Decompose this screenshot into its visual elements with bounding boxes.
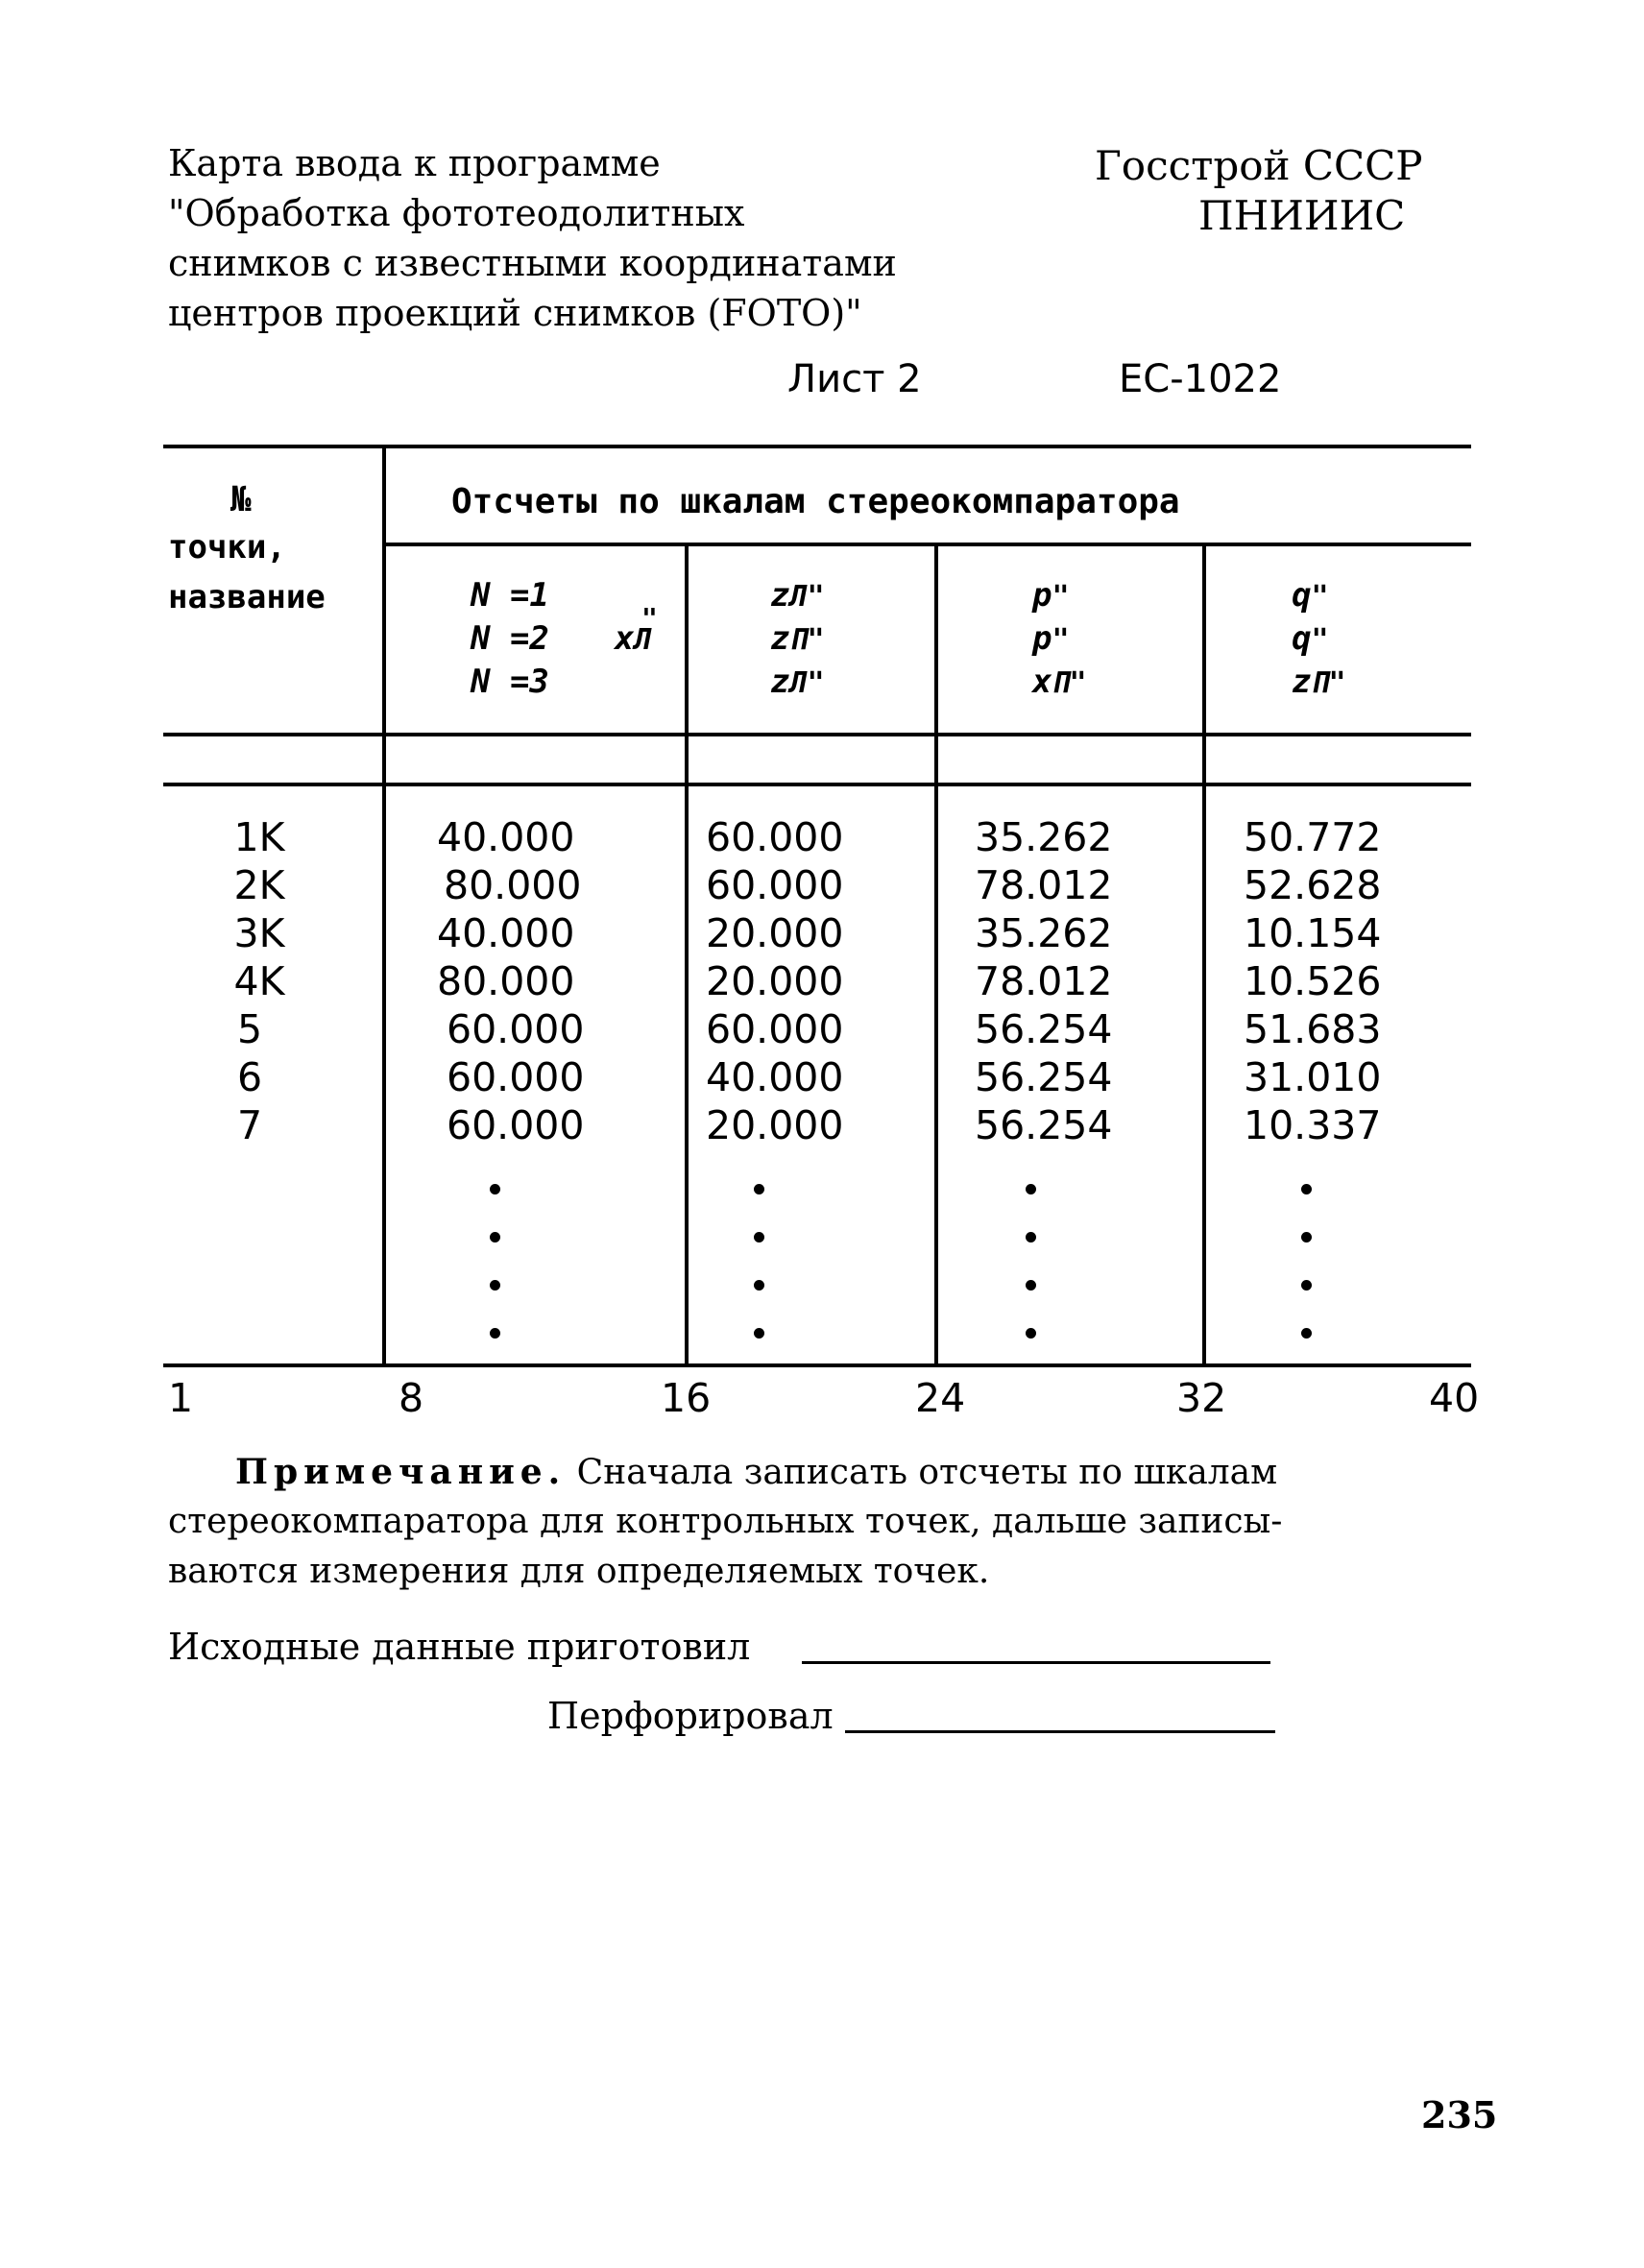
cell-r6-c1: 60.000 <box>447 1054 585 1100</box>
c3-row3: xП" <box>1032 663 1087 701</box>
point-header-line-2: точки, <box>168 528 286 567</box>
column-tick-24: 24 <box>915 1375 966 1421</box>
note-line-1 <box>235 1452 1277 1492</box>
ellipsis-dot <box>1301 1232 1312 1243</box>
cell-r6-c2: 40.000 <box>706 1054 844 1100</box>
header-line-2: "Обработка фототеодолитных <box>168 192 745 234</box>
ellipsis-dot <box>1026 1280 1036 1291</box>
col-divider-4 <box>1202 543 1206 1365</box>
point-number-header: № <box>230 480 252 519</box>
point-header-line-3: название <box>168 578 326 616</box>
ellipsis-dot <box>754 1232 764 1243</box>
cell-r2-c1: 80.000 <box>444 862 582 908</box>
ellipsis-dot <box>1026 1184 1036 1194</box>
row-label-7: 7 <box>236 1102 263 1148</box>
c4-row2: q" <box>1292 619 1329 658</box>
cell-r5-c1: 60.000 <box>447 1006 585 1052</box>
c1-mark: " <box>641 603 658 635</box>
c4-row3: zП" <box>1292 663 1346 701</box>
table-top-rule <box>163 445 1471 448</box>
c1-n1: N =1 <box>471 576 549 615</box>
cell-r5-c3: 56.254 <box>975 1006 1113 1052</box>
column-tick-8: 8 <box>399 1375 424 1421</box>
cell-r3-c1: 40.000 <box>437 910 575 956</box>
punched-by-label: Перфорировал <box>547 1695 834 1737</box>
col-divider-2 <box>685 543 689 1365</box>
cell-r4-c4: 10.526 <box>1244 958 1382 1004</box>
punched-by-line <box>845 1730 1275 1733</box>
cell-r7-c3: 56.254 <box>975 1102 1113 1148</box>
row-label-6: 6 <box>236 1054 263 1100</box>
ellipsis-dot <box>490 1328 500 1339</box>
ellipsis-dot <box>754 1184 764 1194</box>
row-label-5: 5 <box>236 1006 263 1052</box>
note-line-3: ваются измерения для определяемых точек. <box>168 1552 990 1591</box>
header-line-1: Карта ввода к программе <box>168 142 661 184</box>
cell-r2-c4: 52.628 <box>1244 862 1382 908</box>
c2-row1: zЛ" <box>770 576 825 615</box>
col-divider-3 <box>934 543 938 1365</box>
cell-r3-c4: 10.154 <box>1244 910 1382 956</box>
cell-r4-c1: 80.000 <box>437 958 575 1004</box>
note-title: Примечание. <box>235 1452 567 1492</box>
c1-n3: N =3 <box>471 663 549 701</box>
cell-r2-c3: 78.012 <box>975 862 1113 908</box>
data-top-rule <box>163 783 1471 786</box>
ellipsis-dot <box>490 1184 500 1194</box>
cell-r7-c4: 10.337 <box>1244 1102 1382 1148</box>
ellipsis-dot <box>1301 1280 1312 1291</box>
row-label-1: 1K <box>233 814 285 860</box>
row-label-2: 2K <box>233 862 285 908</box>
c3-row2: p" <box>1032 619 1070 658</box>
column-tick-40: 40 <box>1429 1375 1480 1421</box>
cell-r1-c3: 35.262 <box>975 814 1113 860</box>
c1-symbol: xЛ <box>615 619 652 658</box>
cell-r7-c2: 20.000 <box>706 1102 844 1148</box>
cell-r3-c3: 35.262 <box>975 910 1113 956</box>
note-line-2: стереокомпаратора для контрольных точек, дальше записы- <box>168 1502 1283 1541</box>
cell-r1-c2: 60.000 <box>706 814 844 860</box>
cell-r6-c3: 56.254 <box>975 1054 1113 1100</box>
header-line-4: центров проекций снимков (FOTO)" <box>168 292 862 334</box>
c2-row3: zЛ" <box>770 663 825 701</box>
header-bottom-rule <box>163 733 1471 736</box>
c4-row1: q" <box>1292 576 1329 615</box>
ellipsis-dot <box>1026 1232 1036 1243</box>
prepared-by-label: Исходные данные приготовил <box>168 1626 751 1668</box>
ellipsis-dot <box>754 1280 764 1291</box>
table-bottom-rule <box>163 1363 1471 1367</box>
ellipsis-dot <box>1301 1184 1312 1194</box>
row-label-3: 3K <box>233 910 285 956</box>
ellipsis-dot <box>490 1232 500 1243</box>
machine-label: ЕС-1022 <box>1119 357 1282 401</box>
note-text: Сначала записать отсчеты по шкалам <box>566 1453 1278 1492</box>
c3-row1: p" <box>1032 576 1070 615</box>
c1-n2: N =2 <box>471 619 549 658</box>
cell-r1-c4: 50.772 <box>1244 814 1382 860</box>
cell-r7-c1: 60.000 <box>447 1102 585 1148</box>
column-tick-16: 16 <box>661 1375 712 1421</box>
row-label-4: 4K <box>233 958 285 1004</box>
c2-row2: zП" <box>770 619 825 658</box>
cell-r5-c2: 60.000 <box>706 1006 844 1052</box>
page-number: 235 <box>1421 2093 1498 2136</box>
group-header: Отсчеты по шкалам стереокомпаратора <box>451 482 1180 521</box>
org-name: Госстрой СССР <box>1095 142 1423 189</box>
header-line-3: снимков с известными координатами <box>168 242 897 284</box>
sheet-label: Лист 2 <box>787 357 922 401</box>
cell-r4-c3: 78.012 <box>975 958 1113 1004</box>
cell-r3-c2: 20.000 <box>706 910 844 956</box>
cell-r1-c1: 40.000 <box>437 814 575 860</box>
col-divider-1 <box>382 445 386 1365</box>
prepared-by-line <box>802 1661 1270 1664</box>
ellipsis-dot <box>1026 1328 1036 1339</box>
cell-r4-c2: 20.000 <box>706 958 844 1004</box>
column-tick-1: 1 <box>168 1375 194 1421</box>
cell-r6-c4: 31.010 <box>1244 1054 1382 1100</box>
ellipsis-dot <box>754 1328 764 1339</box>
group-header-rule <box>382 543 1471 546</box>
ellipsis-dot <box>490 1280 500 1291</box>
column-tick-32: 32 <box>1176 1375 1227 1421</box>
ellipsis-dot <box>1301 1328 1312 1339</box>
cell-r5-c4: 51.683 <box>1244 1006 1382 1052</box>
institute-name: ПНИИИС <box>1198 192 1406 239</box>
cell-r2-c2: 60.000 <box>706 862 844 908</box>
